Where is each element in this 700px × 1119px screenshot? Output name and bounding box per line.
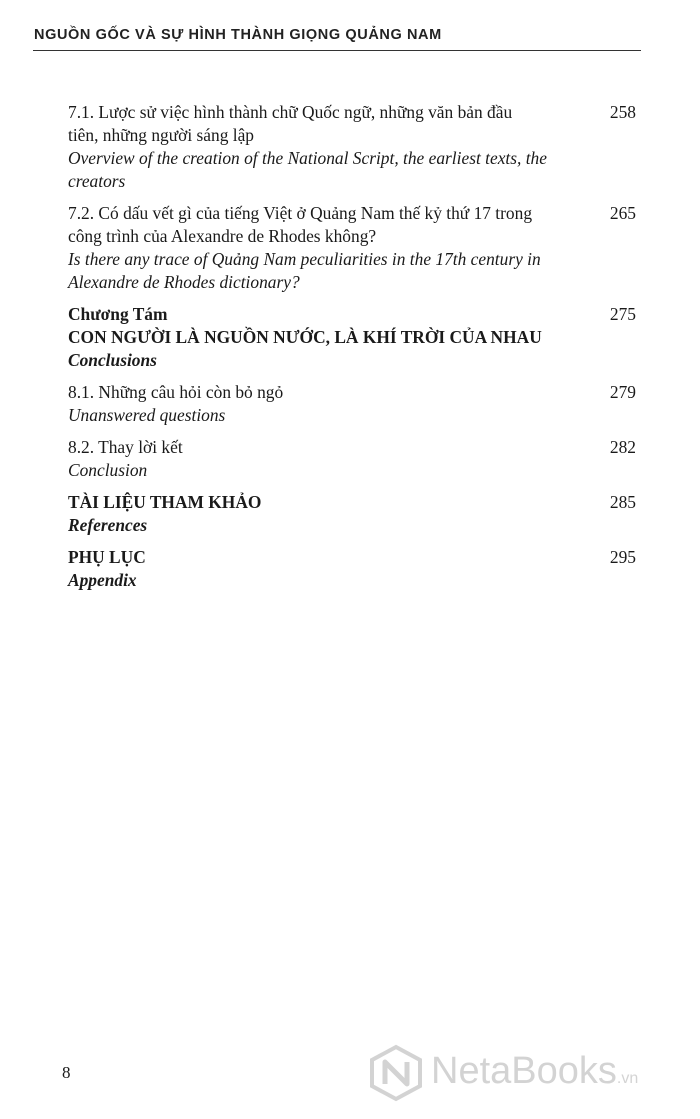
section-title: PHỤ LỤC: [68, 547, 146, 567]
chapter-english-title: Conclusions: [68, 350, 157, 370]
toc-entry-references: [68, 491, 638, 537]
toc-entry-title-line: 8.1. Những câu hỏi còn bỏ ngỏ: [68, 382, 284, 402]
netabooks-logo-icon: [367, 1044, 425, 1102]
table-of-contents: [68, 101, 638, 601]
toc-entry-english-line: Alexandre de Rhodes dictionary?: [68, 272, 300, 292]
section-english-title: Appendix: [68, 570, 137, 590]
toc-entry-title-line: 7.2. Có dấu vết gì của tiếng Việt ở Quảng Nam thế kỷ thứ 17 trong: [68, 203, 533, 223]
toc-entry-title-line: 7.1. Lược sử việc hình thành chữ Quốc ngữ, những văn bản đầu: [68, 102, 513, 122]
running-header: NGUỒN GỐC VÀ SỰ HÌNH THÀNH GIỌNG QUẢNG NAM: [34, 27, 442, 43]
toc-entry-7-1: [68, 101, 638, 193]
toc-page-number: 258: [609, 102, 636, 122]
chapter-title: CON NGƯỜI LÀ NGUỒN NƯỚC, LÀ KHÍ TRỜI CỦA NHAU: [68, 327, 542, 347]
page-number: 8: [62, 1063, 71, 1082]
section-title: TÀI LIỆU THAM KHẢO: [68, 492, 262, 512]
toc-entry-title-line: 8.2. Thay lời kết: [68, 437, 183, 457]
section-english-title: References: [68, 515, 148, 535]
toc-page-number: 279: [609, 382, 636, 402]
toc-entry-english-line: creators: [68, 171, 126, 191]
toc-entry-english-line: Conclusion: [68, 460, 148, 480]
toc-entry-title-line: tiên, những người sáng lập: [68, 125, 254, 145]
watermark-brand: NetaBooks: [431, 1050, 617, 1092]
header-rule: [33, 50, 641, 51]
netabooks-watermark: [365, 1042, 695, 1106]
toc-page-number: 282: [609, 437, 636, 457]
toc-entry-english-line: Unanswered questions: [68, 405, 226, 425]
toc-page-number: 285: [609, 492, 636, 512]
toc-entry-8-1: [68, 381, 638, 427]
toc-entry-title-line: công trình của Alexandre de Rhodes không?: [68, 226, 377, 246]
toc-entry-chapter-8: [68, 303, 638, 372]
toc-entry-8-2: [68, 436, 638, 482]
toc-entry-english-line: Overview of the creation of the National Script, the earliest texts, the: [68, 148, 547, 168]
toc-entry-7-2: [68, 202, 638, 294]
toc-entry-appendix: [68, 546, 638, 592]
toc-page-number: 275: [609, 304, 636, 324]
chapter-label: Chương Tám: [68, 304, 168, 324]
watermark-suffix: .vn: [616, 1070, 639, 1087]
toc-page-number: 265: [609, 203, 636, 223]
toc-entry-english-line: Is there any trace of Quảng Nam peculiarities in the 17th century in: [68, 249, 541, 269]
toc-page-number: 295: [609, 547, 636, 567]
watermark-text: [431, 1050, 638, 1093]
